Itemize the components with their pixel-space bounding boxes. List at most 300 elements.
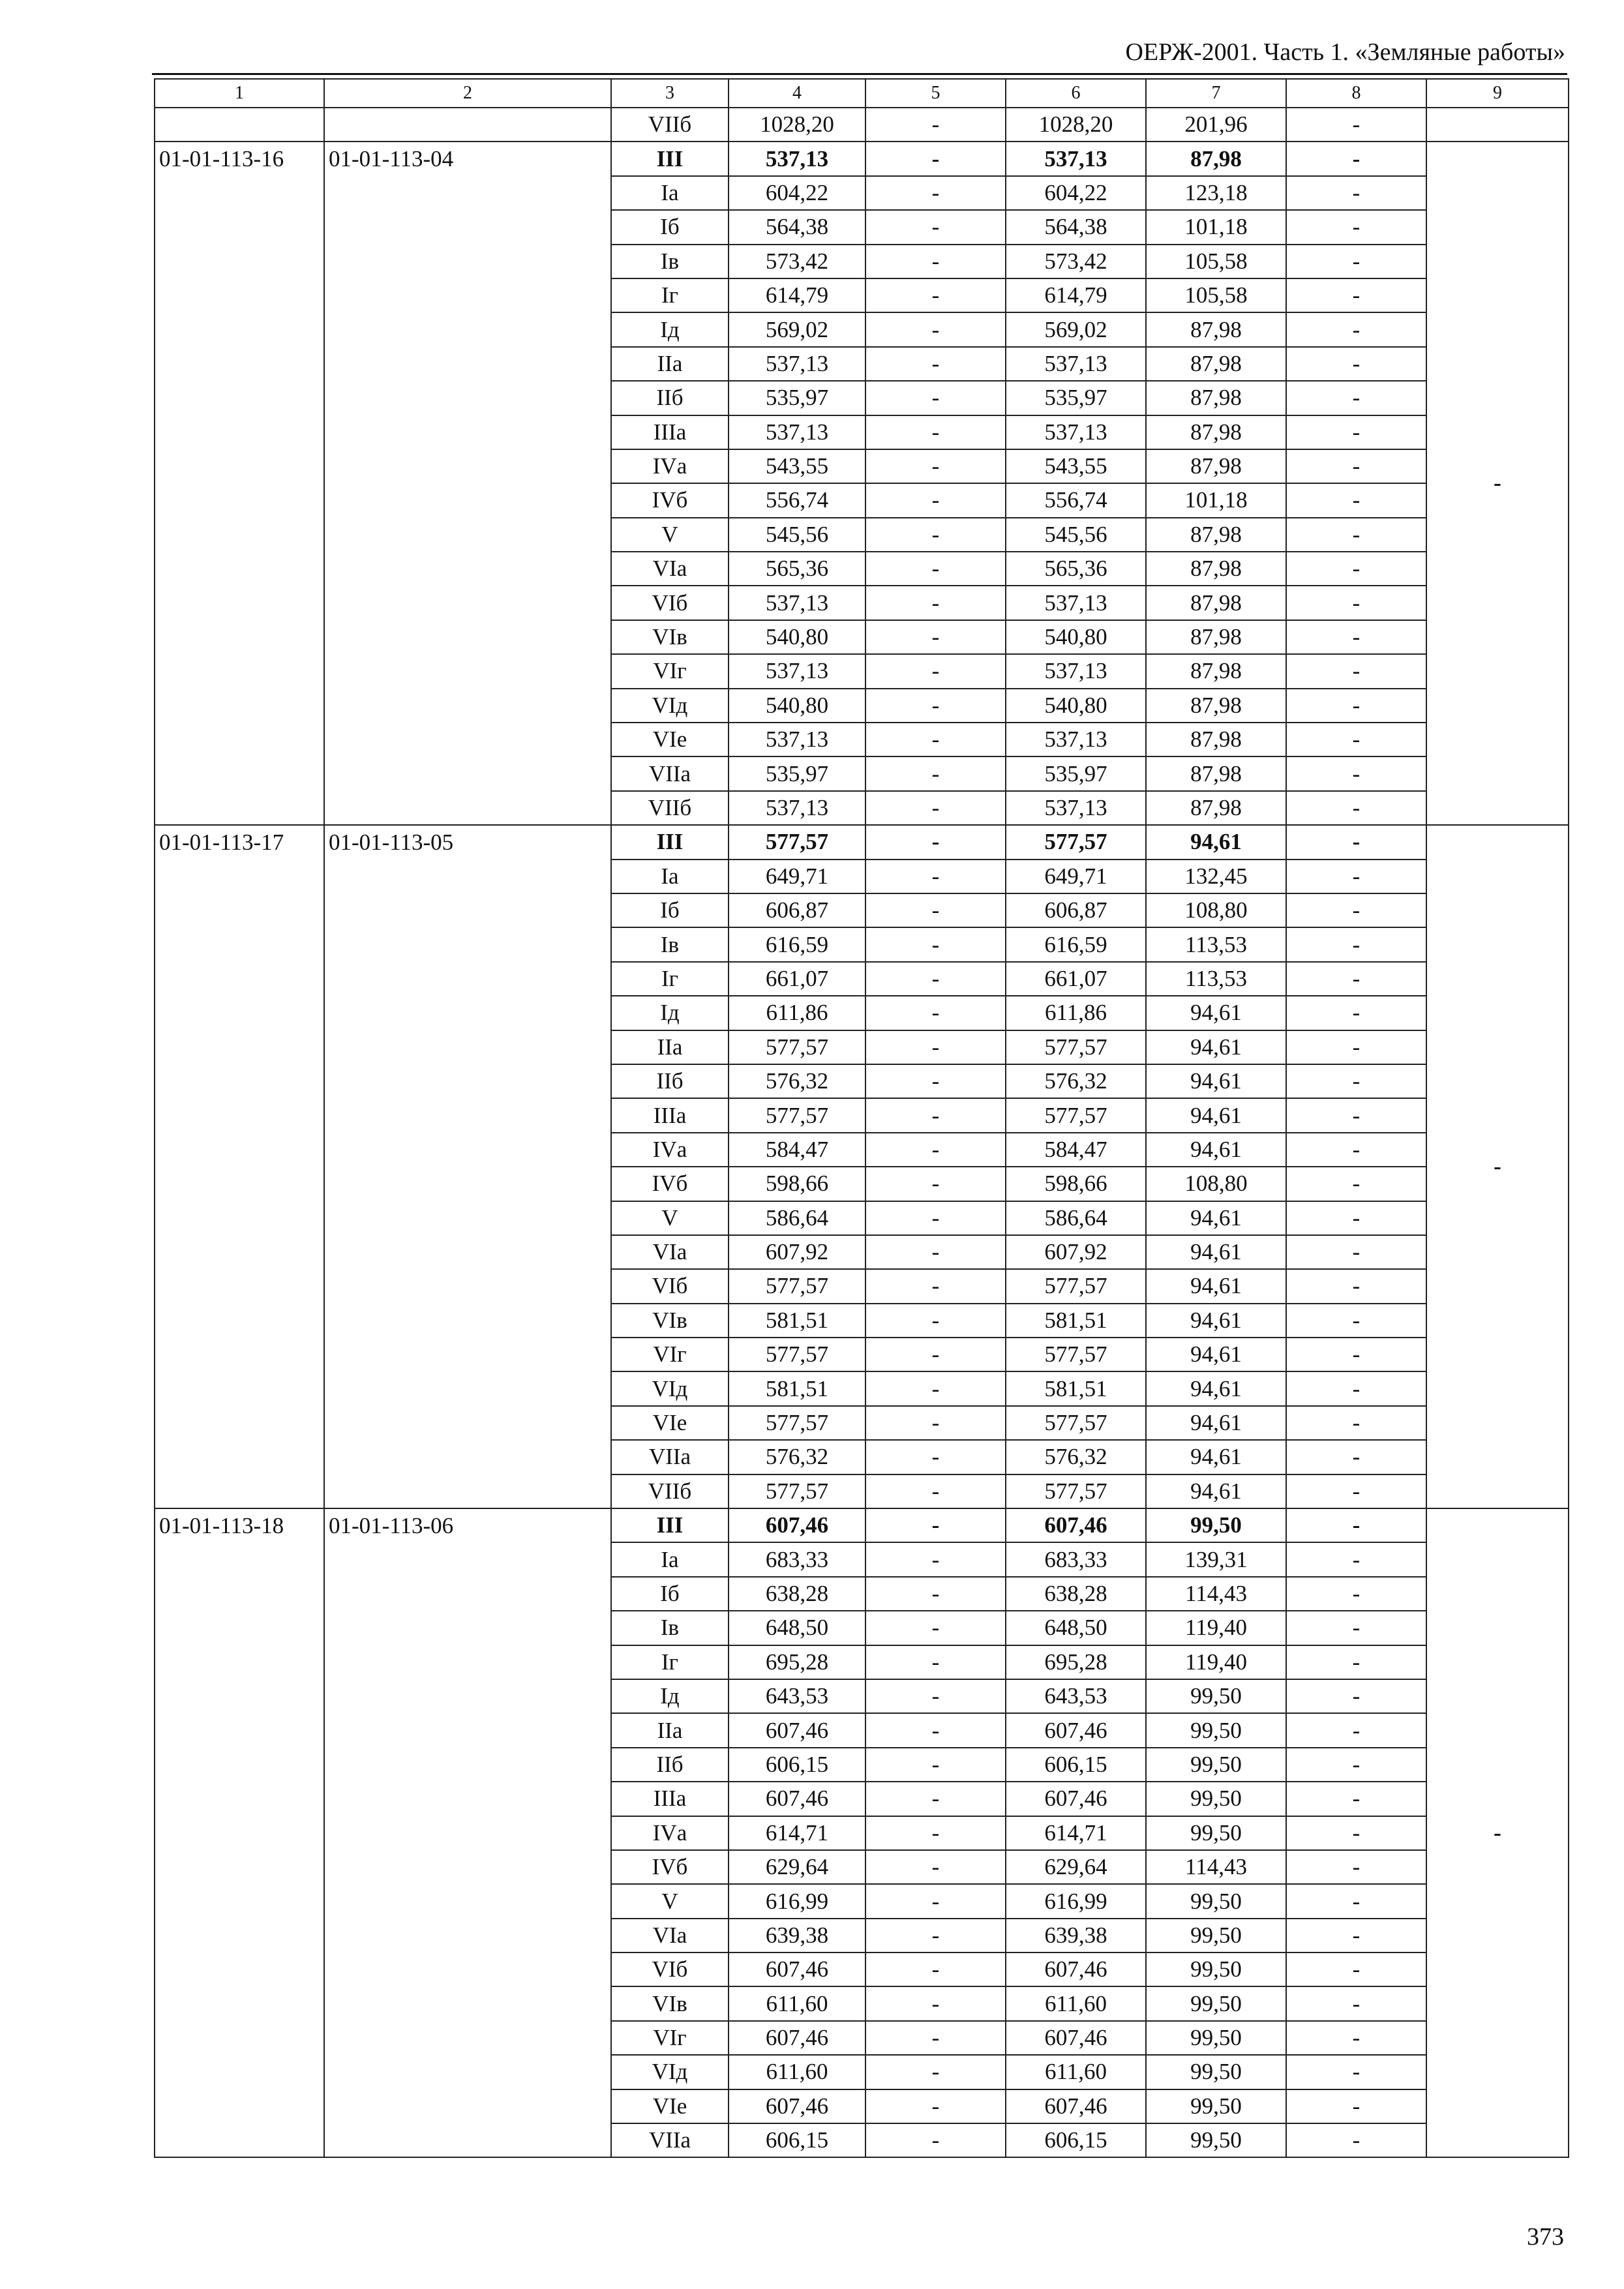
value-cell-7: 87,98: [1146, 654, 1286, 688]
value-cell-8: -: [1286, 860, 1426, 893]
value-cell-4: 537,13: [729, 347, 865, 381]
column-number-3: 3: [611, 79, 729, 108]
value-cell-6: 607,92: [1006, 1235, 1146, 1269]
value-cell-4: 537,13: [729, 791, 865, 825]
value-cell-8: -: [1286, 1645, 1426, 1679]
zone-cell: IVб: [611, 1850, 729, 1884]
value-cell-7: 99,50: [1146, 1816, 1286, 1850]
zone-cell: IIа: [611, 347, 729, 381]
value-cell-5: -: [865, 1542, 1006, 1576]
value-cell-8: -: [1286, 1782, 1426, 1816]
value-cell-5: -: [865, 1577, 1006, 1611]
value-cell-4: 581,51: [729, 1371, 865, 1405]
value-cell-8: -: [1286, 1952, 1426, 1986]
value-cell-4: 540,80: [729, 689, 865, 723]
value-cell-4: 537,13: [729, 142, 865, 175]
value-cell-6: 649,71: [1006, 860, 1146, 893]
value-cell-7: 87,98: [1146, 142, 1286, 175]
zone-cell: Iа: [611, 860, 729, 893]
value-cell-5: -: [865, 1919, 1006, 1952]
zone-cell: VIб: [611, 586, 729, 620]
value-cell-5: -: [865, 1235, 1006, 1269]
column-number-7: 7: [1146, 79, 1286, 108]
value-cell-7: 108,80: [1146, 1167, 1286, 1201]
zone-cell: III: [611, 142, 729, 175]
value-cell-8: -: [1286, 1304, 1426, 1338]
value-cell-8: -: [1286, 1474, 1426, 1508]
value-cell-8: -: [1286, 654, 1426, 688]
value-cell-5: -: [865, 2089, 1006, 2123]
table-row: [155, 1508, 1569, 1542]
value-cell-8: -: [1286, 1269, 1426, 1303]
value-cell-7: 87,98: [1146, 756, 1286, 790]
value-cell-5: -: [865, 415, 1006, 449]
value-cell-5: -: [865, 689, 1006, 723]
value-cell-7: 99,50: [1146, 1986, 1286, 2020]
value-cell-7: 87,98: [1146, 415, 1286, 449]
value-cell-7: 94,61: [1146, 1338, 1286, 1371]
value-cell-6: 576,32: [1006, 1064, 1146, 1098]
value-cell-4: 537,13: [729, 654, 865, 688]
value-cell-7: 94,61: [1146, 1406, 1286, 1440]
value-cell-5: -: [865, 1406, 1006, 1440]
value-cell-5: -: [865, 1269, 1006, 1303]
value-cell-8: -: [1286, 1850, 1426, 1884]
value-cell-4: 607,46: [729, 1952, 865, 1986]
zone-cell: VIIа: [611, 756, 729, 790]
value-cell-6: 616,99: [1006, 1884, 1146, 1918]
zone-cell: IIб: [611, 1064, 729, 1098]
value-cell-5: -: [865, 620, 1006, 654]
value-cell-8: -: [1286, 278, 1426, 312]
value-cell-4: 606,15: [729, 1748, 865, 1782]
value-cell-5: -: [865, 654, 1006, 688]
value-cell-8: -: [1286, 2123, 1426, 2157]
value-cell-5: -: [865, 1338, 1006, 1371]
value-cell-6: 577,57: [1006, 1030, 1146, 1064]
value-cell-4: 573,42: [729, 245, 865, 278]
value-cell-4: 565,36: [729, 552, 865, 586]
value-cell-5: -: [865, 2021, 1006, 2055]
zone-cell: Iд: [611, 1679, 729, 1713]
zone-cell: Iб: [611, 210, 729, 244]
zone-cell: VIIа: [611, 2123, 729, 2157]
value-cell-4: 607,46: [729, 1508, 865, 1542]
value-cell-7: 132,45: [1146, 860, 1286, 893]
value-cell-4: 649,71: [729, 860, 865, 893]
value-cell-6: 545,56: [1006, 518, 1146, 552]
value-cell-4: 607,92: [729, 1235, 865, 1269]
value-cell-8: -: [1286, 756, 1426, 790]
value-cell-8: -: [1286, 620, 1426, 654]
value-cell-5: -: [865, 996, 1006, 1030]
value-cell-7: 94,61: [1146, 1030, 1286, 1064]
value-cell-7: 87,98: [1146, 723, 1286, 756]
value-cell-6: 537,13: [1006, 142, 1146, 175]
zone-cell: VIд: [611, 689, 729, 723]
value-cell-6: 606,15: [1006, 1748, 1146, 1782]
column-9-cell: -: [1426, 142, 1569, 825]
value-cell-5: -: [865, 381, 1006, 415]
value-cell-8: -: [1286, 1748, 1426, 1782]
column-number-5: 5: [865, 79, 1006, 108]
value-cell-4: 556,74: [729, 483, 865, 517]
value-cell-7: 94,61: [1146, 1371, 1286, 1405]
value-cell-4: 606,87: [729, 893, 865, 927]
value-cell-5: -: [865, 825, 1006, 859]
value-cell-8: -: [1286, 1235, 1426, 1269]
value-cell-5: -: [865, 1645, 1006, 1679]
zone-cell: VIб: [611, 1952, 729, 1986]
column-number-4: 4: [729, 79, 865, 108]
value-cell-6: 564,38: [1006, 210, 1146, 244]
value-cell-8: -: [1286, 586, 1426, 620]
value-cell-5: -: [865, 347, 1006, 381]
value-cell-4: 614,79: [729, 278, 865, 312]
value-cell-6: 537,13: [1006, 347, 1146, 381]
value-cell-4: 586,64: [729, 1201, 865, 1235]
value-cell-8: -: [1286, 552, 1426, 586]
value-cell-8: -: [1286, 312, 1426, 346]
zone-cell: IIа: [611, 1030, 729, 1064]
value-cell-6: 607,46: [1006, 1782, 1146, 1816]
table-body: [155, 79, 1569, 2157]
value-cell-4: 576,32: [729, 1440, 865, 1474]
value-cell-6: 614,71: [1006, 1816, 1146, 1850]
value-cell-5: -: [865, 586, 1006, 620]
value-cell-4: 545,56: [729, 518, 865, 552]
zone-cell: Iв: [611, 927, 729, 961]
value-cell-8: -: [1286, 1816, 1426, 1850]
page-number: 373: [1527, 2223, 1564, 2251]
value-cell-6: 577,57: [1006, 1406, 1146, 1440]
value-cell-4: 607,46: [729, 2021, 865, 2055]
zone-cell: Iд: [611, 996, 729, 1030]
empty-cell: [155, 108, 324, 142]
value-cell-6: 643,53: [1006, 1679, 1146, 1713]
value-cell-5: -: [865, 962, 1006, 996]
value-cell-6: 569,02: [1006, 312, 1146, 346]
value-cell-7: 94,61: [1146, 1064, 1286, 1098]
column-number-row: [155, 79, 1569, 108]
value-cell-4: 577,57: [729, 1098, 865, 1132]
rate-code: 01-01-113-18: [155, 1508, 324, 2157]
value-cell-5: -: [865, 756, 1006, 790]
value-cell-8: -: [1286, 1713, 1426, 1747]
value-cell-5: -: [865, 210, 1006, 244]
value-cell-7: 94,61: [1146, 1440, 1286, 1474]
value-cell-6: 638,28: [1006, 1577, 1146, 1611]
zone-cell: V: [611, 1201, 729, 1235]
value-cell-4: 535,97: [729, 756, 865, 790]
value-cell-4: 606,15: [729, 2123, 865, 2157]
zone-cell: V: [611, 1884, 729, 1918]
zone-cell: VIв: [611, 620, 729, 654]
value-cell-8: -: [1286, 518, 1426, 552]
zone-cell: VIа: [611, 552, 729, 586]
empty-cell: [324, 108, 611, 142]
value-cell-5: -: [865, 927, 1006, 961]
zone-cell: VIе: [611, 1406, 729, 1440]
value-cell-5: -: [865, 791, 1006, 825]
value-cell-8: -: [1286, 2021, 1426, 2055]
value-cell-8: -: [1286, 449, 1426, 483]
value-cell-7: 94,61: [1146, 1304, 1286, 1338]
value-cell-5: -: [865, 278, 1006, 312]
value-cell-5: -: [865, 2055, 1006, 2089]
value-cell-8: -: [1286, 1133, 1426, 1167]
value-cell-4: 604,22: [729, 176, 865, 210]
value-cell-5: -: [865, 312, 1006, 346]
value-cell-8: -: [1286, 1098, 1426, 1132]
value-cell-7: 113,53: [1146, 962, 1286, 996]
value-cell-4: 616,59: [729, 927, 865, 961]
value-cell-7: 87,98: [1146, 449, 1286, 483]
value-cell-5: -: [865, 1782, 1006, 1816]
value-cell-4: 611,86: [729, 996, 865, 1030]
value-cell-6: 565,36: [1006, 552, 1146, 586]
value-cell-6: 586,64: [1006, 1201, 1146, 1235]
value-cell-7: 94,61: [1146, 825, 1286, 859]
header-rule: [152, 73, 1567, 75]
value-cell-6: 543,55: [1006, 449, 1146, 483]
value-cell-6: 537,13: [1006, 723, 1146, 756]
value-cell-7: 87,98: [1146, 620, 1286, 654]
value-cell-8: -: [1286, 962, 1426, 996]
value-cell-4: 607,46: [729, 1782, 865, 1816]
value-cell-7: 119,40: [1146, 1611, 1286, 1645]
zone-cell: Iа: [611, 1542, 729, 1576]
value-cell-6: 648,50: [1006, 1611, 1146, 1645]
column-number-9: 9: [1426, 79, 1569, 108]
zone-cell: IVб: [611, 1167, 729, 1201]
value-cell-6: 611,60: [1006, 2055, 1146, 2089]
zone-cell: VIIа: [611, 1440, 729, 1474]
value-cell-6: 607,46: [1006, 2089, 1146, 2123]
zone-cell: VIг: [611, 1338, 729, 1371]
value-cell-6: 604,22: [1006, 176, 1146, 210]
value-cell-6: 629,64: [1006, 1850, 1146, 1884]
zone-cell: IIIа: [611, 415, 729, 449]
value-cell-8: -: [1286, 347, 1426, 381]
table-row: [155, 108, 1569, 142]
value-cell-7: 94,61: [1146, 1201, 1286, 1235]
value-cell-8: -: [1286, 723, 1426, 756]
value-cell-7: 99,50: [1146, 1508, 1286, 1542]
zone-cell: Iб: [611, 893, 729, 927]
value-cell-4: 607,46: [729, 2089, 865, 2123]
value-cell-7: 87,98: [1146, 347, 1286, 381]
value-cell-7: 101,18: [1146, 483, 1286, 517]
value-cell-4: 661,07: [729, 962, 865, 996]
zone-cell: IIIа: [611, 1782, 729, 1816]
zone-cell: VIд: [611, 2055, 729, 2089]
value-cell-5: -: [865, 2123, 1006, 2157]
value-cell-5: -: [865, 1679, 1006, 1713]
value-cell-8: -: [1286, 1577, 1426, 1611]
value-cell-6: 616,59: [1006, 927, 1146, 961]
value-cell-5: -: [865, 860, 1006, 893]
value-cell-7: 99,50: [1146, 1713, 1286, 1747]
value-cell-6: 537,13: [1006, 586, 1146, 620]
value-cell-8: -: [1286, 689, 1426, 723]
value-cell-7: 94,61: [1146, 1133, 1286, 1167]
zone-cell: VIв: [611, 1986, 729, 2020]
value-cell-4: 577,57: [729, 1338, 865, 1371]
value-cell-5: -: [865, 1508, 1006, 1542]
value-cell-4: 611,60: [729, 2055, 865, 2089]
zone-cell: Iв: [611, 245, 729, 278]
zone-cell: VIе: [611, 2089, 729, 2123]
value-cell-4: 537,13: [729, 415, 865, 449]
value-cell-7: 123,18: [1146, 176, 1286, 210]
value-cell-5: -: [865, 1474, 1006, 1508]
value-cell-8: -: [1286, 483, 1426, 517]
zone-cell: IIб: [611, 1748, 729, 1782]
value-cell-6: 576,32: [1006, 1440, 1146, 1474]
value-cell-7: 99,50: [1146, 1884, 1286, 1918]
value-cell-8: -: [1286, 2089, 1426, 2123]
value-cell-8: -: [1286, 1064, 1426, 1098]
value-cell-4: 611,60: [729, 1986, 865, 2020]
value-cell-6: 577,57: [1006, 1338, 1146, 1371]
value-cell-5: -: [865, 518, 1006, 552]
value-cell-7: 87,98: [1146, 791, 1286, 825]
value-cell-7: 99,50: [1146, 2089, 1286, 2123]
value-cell-4: 581,51: [729, 1304, 865, 1338]
zone-cell: VIд: [611, 1371, 729, 1405]
value-cell-4: 537,13: [729, 723, 865, 756]
value-cell-6: 577,57: [1006, 825, 1146, 859]
column-number-8: 8: [1286, 79, 1426, 108]
column-number-6: 6: [1006, 79, 1146, 108]
zone-cell: IVа: [611, 449, 729, 483]
value-cell-5: -: [865, 1884, 1006, 1918]
zone-cell: Iв: [611, 1611, 729, 1645]
rate-code: 01-01-113-17: [155, 825, 324, 1508]
zone-cell: VIIб: [611, 1474, 729, 1508]
value-cell-6: 573,42: [1006, 245, 1146, 278]
zone-cell: IVб: [611, 483, 729, 517]
value-cell-7: 99,50: [1146, 2021, 1286, 2055]
zone-cell: VIа: [611, 1919, 729, 1952]
value-cell-6: 577,57: [1006, 1098, 1146, 1132]
value-cell-8: -: [1286, 1030, 1426, 1064]
value-cell-4: 648,50: [729, 1611, 865, 1645]
value-cell-4: 537,13: [729, 586, 865, 620]
value-cell-5: -: [865, 1986, 1006, 2020]
value-cell-7: 87,98: [1146, 312, 1286, 346]
value-cell-7: 99,50: [1146, 1919, 1286, 1952]
zone-cell: VIг: [611, 2021, 729, 2055]
value-cell-6: 607,46: [1006, 1713, 1146, 1747]
value-cell-8: -: [1286, 210, 1426, 244]
value-cell-4: 638,28: [729, 1577, 865, 1611]
value-cell-6: 537,13: [1006, 415, 1146, 449]
value-cell-6: 581,51: [1006, 1304, 1146, 1338]
value-cell-7: 87,98: [1146, 586, 1286, 620]
value-cell-4: 616,99: [729, 1884, 865, 1918]
value-cell-4: 569,02: [729, 312, 865, 346]
value-cell-7: 99,50: [1146, 1782, 1286, 1816]
value-cell-4: 695,28: [729, 1645, 865, 1679]
value-cell-8: -: [1286, 1371, 1426, 1405]
value-cell-5: -: [865, 1440, 1006, 1474]
cell-c4: 1028,20: [729, 108, 865, 142]
value-cell-7: 101,18: [1146, 210, 1286, 244]
value-cell-8: -: [1286, 1508, 1426, 1542]
value-cell-7: 99,50: [1146, 1952, 1286, 1986]
zone-cell: Iд: [611, 312, 729, 346]
value-cell-6: 611,86: [1006, 996, 1146, 1030]
zone-cell: IVа: [611, 1816, 729, 1850]
value-cell-6: 540,80: [1006, 689, 1146, 723]
value-cell-4: 577,57: [729, 825, 865, 859]
value-cell-4: 629,64: [729, 1850, 865, 1884]
value-cell-8: -: [1286, 381, 1426, 415]
value-cell-8: -: [1286, 1440, 1426, 1474]
value-cell-5: -: [865, 1611, 1006, 1645]
value-cell-7: 99,50: [1146, 1748, 1286, 1782]
value-cell-5: -: [865, 1748, 1006, 1782]
value-cell-7: 119,40: [1146, 1645, 1286, 1679]
value-cell-4: 577,57: [729, 1474, 865, 1508]
value-cell-5: -: [865, 1713, 1006, 1747]
price-table: [154, 78, 1569, 2158]
value-cell-4: 577,57: [729, 1406, 865, 1440]
value-cell-8: -: [1286, 1884, 1426, 1918]
value-cell-6: 535,97: [1006, 756, 1146, 790]
zone-cell: Iб: [611, 1577, 729, 1611]
base-rate-code: 01-01-113-04: [324, 142, 611, 825]
value-cell-5: -: [865, 176, 1006, 210]
zone-cell: IIа: [611, 1713, 729, 1747]
value-cell-5: -: [865, 1167, 1006, 1201]
value-cell-8: -: [1286, 415, 1426, 449]
column-9-cell: -: [1426, 1508, 1569, 2157]
value-cell-8: -: [1286, 1679, 1426, 1713]
value-cell-6: 606,15: [1006, 2123, 1146, 2157]
value-cell-5: -: [865, 245, 1006, 278]
value-cell-7: 94,61: [1146, 1269, 1286, 1303]
value-cell-8: -: [1286, 825, 1426, 859]
value-cell-6: 537,13: [1006, 654, 1146, 688]
value-cell-5: -: [865, 723, 1006, 756]
value-cell-5: -: [865, 1133, 1006, 1167]
value-cell-5: -: [865, 1850, 1006, 1884]
zone-cell: VIв: [611, 1304, 729, 1338]
value-cell-4: 577,57: [729, 1269, 865, 1303]
value-cell-4: 564,38: [729, 210, 865, 244]
value-cell-4: 584,47: [729, 1133, 865, 1167]
value-cell-5: -: [865, 1952, 1006, 1986]
zone-cell: V: [611, 518, 729, 552]
value-cell-7: 114,43: [1146, 1577, 1286, 1611]
value-cell-8: -: [1286, 1406, 1426, 1440]
value-cell-6: 598,66: [1006, 1167, 1146, 1201]
value-cell-8: -: [1286, 1611, 1426, 1645]
value-cell-6: 581,51: [1006, 1371, 1146, 1405]
value-cell-4: 535,97: [729, 381, 865, 415]
zone-cell: VIг: [611, 654, 729, 688]
value-cell-4: 576,32: [729, 1064, 865, 1098]
value-cell-5: -: [865, 552, 1006, 586]
value-cell-7: 87,98: [1146, 381, 1286, 415]
zone-cell: Iг: [611, 962, 729, 996]
value-cell-7: 113,53: [1146, 927, 1286, 961]
column-9-cell: -: [1426, 825, 1569, 1508]
zone-cell: VIIб: [611, 791, 729, 825]
